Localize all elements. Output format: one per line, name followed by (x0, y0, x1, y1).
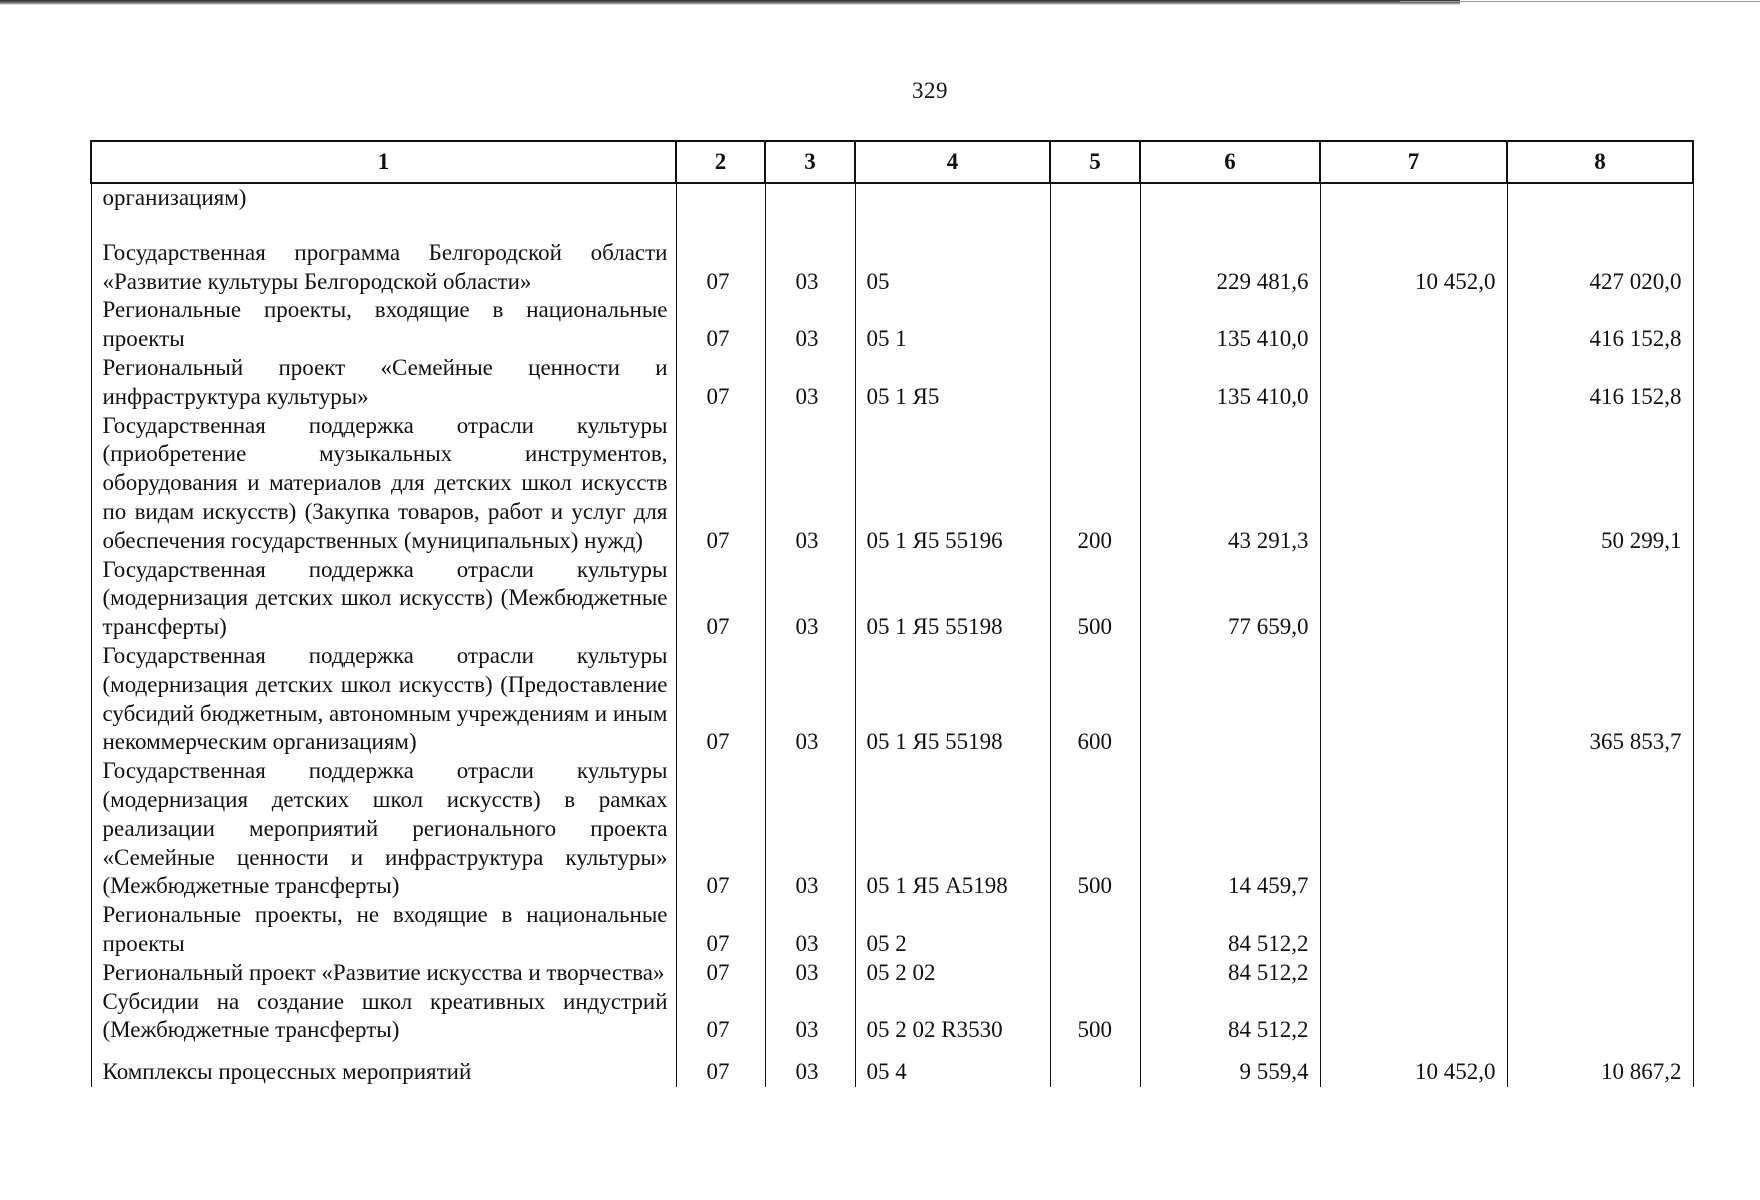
table-row (91, 642, 1693, 757)
row-subsection: 03 (765, 642, 855, 757)
row-amount-6: 9 559,4 (1140, 1045, 1320, 1087)
row-section: 07 (676, 757, 765, 901)
row-amount-7 (1320, 354, 1507, 412)
row-amount-8: 365 853,7 (1507, 642, 1693, 757)
row-target-code: 05 2 02 R3530 (855, 988, 1050, 1046)
header-col-4: 4 (855, 141, 1050, 183)
table-row (91, 354, 1693, 412)
table-row (91, 1045, 1693, 1087)
row-section: 07 (676, 556, 765, 642)
row-section: 07 (676, 901, 765, 959)
row-subsection: 03 (765, 1045, 855, 1087)
row-amount-7 (1320, 642, 1507, 757)
row-subsection (765, 183, 855, 213)
row-section: 07 (676, 296, 765, 354)
row-amount-7 (1320, 757, 1507, 901)
row-amount-8: 427 020,0 (1507, 239, 1693, 297)
header-col-7: 7 (1320, 141, 1507, 183)
row-section: 07 (676, 1045, 765, 1087)
row-amount-6: 229 481,6 (1140, 239, 1320, 297)
row-amount-8: 10 867,2 (1507, 1045, 1693, 1087)
row-amount-7 (1320, 988, 1507, 1046)
row-amount-7: 10 452,0 (1320, 239, 1507, 297)
table-row (91, 757, 1693, 901)
row-amount-8: 416 152,8 (1507, 354, 1693, 412)
row-subsection: 03 (765, 296, 855, 354)
row-expense-type: 200 (1050, 412, 1140, 556)
row-target-code (855, 183, 1050, 213)
row-expense-type: 600 (1050, 642, 1140, 757)
row-expense-type (1050, 901, 1140, 959)
table-row (91, 412, 1693, 556)
header-col-8: 8 (1507, 141, 1693, 183)
row-expense-type (1050, 239, 1140, 297)
row-subsection: 03 (765, 556, 855, 642)
row-subsection: 03 (765, 354, 855, 412)
row-target-code: 05 (855, 239, 1050, 297)
row-target-code: 05 1 Я5 (855, 354, 1050, 412)
row-target-code: 05 4 (855, 1045, 1050, 1087)
row-target-code: 05 2 02 (855, 959, 1050, 988)
row-expense-type: 500 (1050, 556, 1140, 642)
row-expense-type (1050, 183, 1140, 213)
row-expense-type (1050, 354, 1140, 412)
row-amount-6: 135 410,0 (1140, 354, 1320, 412)
row-section (676, 183, 765, 213)
table-header-row (91, 141, 1693, 183)
row-amount-6: 77 659,0 (1140, 556, 1320, 642)
header-col-1: 1 (91, 141, 676, 183)
row-name: Региональные проекты, не входящие в национальные проекты (91, 901, 676, 959)
table-spacer-row (91, 213, 1693, 239)
header-col-6: 6 (1140, 141, 1320, 183)
row-amount-8 (1507, 556, 1693, 642)
row-amount-8 (1507, 757, 1693, 901)
row-amount-6: 84 512,2 (1140, 901, 1320, 959)
row-amount-7 (1320, 183, 1507, 213)
row-target-code: 05 1 (855, 296, 1050, 354)
row-expense-type (1050, 1045, 1140, 1087)
table-row (91, 901, 1693, 959)
row-amount-7 (1320, 959, 1507, 988)
row-amount-8 (1507, 988, 1693, 1046)
row-name: Государственная поддержка отрасли культуры (модернизация детских школ искусств) (Межбюджетные трансферты) (91, 556, 676, 642)
row-name: Государственная поддержка отрасли культуры (приобретение музыкальных инструментов, оборудования и материалов для детских школ искусств по видам искусств) (Закупка товаров, работ и услуг для обеспечения государственных (муниципальных) нужд) (91, 412, 676, 556)
row-section: 07 (676, 412, 765, 556)
row-section: 07 (676, 354, 765, 412)
row-subsection: 03 (765, 757, 855, 901)
row-subsection: 03 (765, 959, 855, 988)
budget-table (90, 140, 1694, 1087)
row-name: Региональный проект «Развитие искусства и творчества» (91, 959, 676, 988)
scan-top-line (1400, 1, 1760, 2)
row-name: Государственная поддержка отрасли культуры (модернизация детских школ искусств) (Предоставление субсидий бюджетным, автономным учреждениям и иным некоммерческим организациям) (91, 642, 676, 757)
row-amount-8: 50 299,1 (1507, 412, 1693, 556)
row-amount-6: 14 459,7 (1140, 757, 1320, 901)
row-amount-7 (1320, 556, 1507, 642)
row-target-code: 05 1 Я5 55198 (855, 556, 1050, 642)
row-name: организациям) (91, 183, 676, 213)
row-subsection: 03 (765, 412, 855, 556)
row-section: 07 (676, 959, 765, 988)
table-row (91, 556, 1693, 642)
row-target-code: 05 2 (855, 901, 1050, 959)
row-expense-type: 500 (1050, 757, 1140, 901)
row-name: Государственная поддержка отрасли культуры (модернизация детских школ искусств) в рамках реализации мероприятий регионального проекта «Семейные ценности и инфраструктура культуры» (Межбюджетные трансферты) (91, 757, 676, 901)
table-row (91, 239, 1693, 297)
row-amount-7 (1320, 901, 1507, 959)
row-amount-6: 135 410,0 (1140, 296, 1320, 354)
row-section: 07 (676, 239, 765, 297)
row-amount-7 (1320, 296, 1507, 354)
row-section: 07 (676, 988, 765, 1046)
header-col-5: 5 (1050, 141, 1140, 183)
row-target-code: 05 1 Я5 55198 (855, 642, 1050, 757)
row-amount-8 (1507, 959, 1693, 988)
header-col-2: 2 (676, 141, 765, 183)
header-col-3: 3 (765, 141, 855, 183)
row-amount-6: 84 512,2 (1140, 988, 1320, 1046)
row-amount-6 (1140, 183, 1320, 213)
row-target-code: 05 1 Я5 55196 (855, 412, 1050, 556)
row-name: Субсидии на создание школ креативных индустрий (Межбюджетные трансферты) (91, 988, 676, 1046)
table-row (91, 959, 1693, 988)
row-expense-type (1050, 959, 1140, 988)
table-row (91, 296, 1693, 354)
row-amount-6 (1140, 642, 1320, 757)
row-amount-8 (1507, 901, 1693, 959)
table-row (91, 183, 1693, 213)
row-name: Региональные проекты, входящие в национальные проекты (91, 296, 676, 354)
page-number: 329 (912, 78, 948, 103)
row-target-code: 05 1 Я5 А5198 (855, 757, 1050, 901)
row-amount-6: 43 291,3 (1140, 412, 1320, 556)
row-name: Комплексы процессных мероприятий (91, 1045, 676, 1087)
row-amount-7 (1320, 412, 1507, 556)
row-amount-7: 10 452,0 (1320, 1045, 1507, 1087)
row-subsection: 03 (765, 901, 855, 959)
scan-top-edge (0, 0, 1460, 5)
row-subsection: 03 (765, 988, 855, 1046)
row-name: Государственная программа Белгородской области «Развитие культуры Белгородской области» (91, 239, 676, 297)
row-amount-6: 84 512,2 (1140, 959, 1320, 988)
row-amount-8 (1507, 183, 1693, 213)
row-subsection: 03 (765, 239, 855, 297)
row-amount-8: 416 152,8 (1507, 296, 1693, 354)
row-expense-type: 500 (1050, 988, 1140, 1046)
row-section: 07 (676, 642, 765, 757)
row-expense-type (1050, 296, 1140, 354)
row-name: Региональный проект «Семейные ценности и инфраструктура культуры» (91, 354, 676, 412)
table-row (91, 988, 1693, 1046)
